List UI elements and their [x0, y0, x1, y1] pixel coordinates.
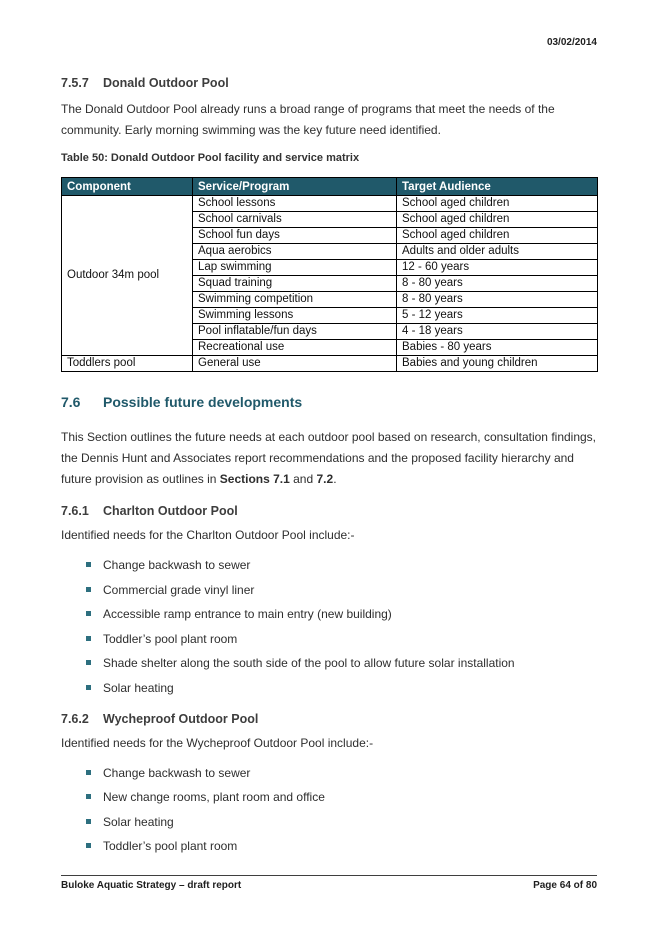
section-7-5-7-paragraph: The Donald Outdoor Pool already runs a broad range of programs that meet the needs of the community. Early morning swimming was the key future need identified.: [61, 102, 555, 137]
footer-page-number: Page 64 of 80: [533, 880, 597, 891]
service-cell: Squad training: [193, 276, 397, 292]
column-header-target-audience: Target Audience: [397, 178, 598, 196]
heading-title: Possible future developments: [103, 394, 303, 410]
audience-cell: 8 - 80 years: [397, 292, 598, 308]
service-cell: Pool inflatable/fun days: [193, 324, 397, 340]
list-item-text: Commercial grade vinyl liner: [103, 582, 255, 597]
audience-cell: Adults and older adults: [397, 244, 598, 260]
service-cell: School carnivals: [193, 212, 397, 228]
bold-reference-7-2: 7.2: [316, 472, 334, 486]
heading-7-5-7: [61, 76, 597, 90]
service-cell: General use: [193, 356, 397, 372]
audience-cell: School aged children: [397, 212, 598, 228]
square-bullet-icon: [86, 587, 91, 592]
square-bullet-icon: [86, 562, 91, 567]
list-item-text: Accessible ramp entrance to main entry (new building): [103, 607, 392, 621]
heading-title: Wycheproof Outdoor Pool: [103, 711, 259, 726]
heading-title: Donald Outdoor Pool: [103, 76, 229, 90]
component-cell-outdoor-pool: Outdoor 34m pool: [62, 196, 193, 356]
heading-number: 7.5.7: [61, 76, 89, 90]
column-header-component: Component: [62, 178, 193, 196]
service-cell: School lessons: [193, 196, 397, 212]
square-bullet-icon: [86, 794, 91, 799]
bold-reference-sections-7-1: Sections 7.1: [219, 472, 290, 486]
audience-cell: School aged children: [397, 228, 598, 244]
service-cell: Recreational use: [193, 340, 397, 356]
audience-cell: School aged children: [397, 196, 598, 212]
heading-7-6-1: [61, 504, 597, 518]
heading-number: 7.6.2: [61, 711, 89, 726]
list-item: [61, 582, 597, 598]
list-item: [61, 814, 597, 830]
service-cell: Lap swimming: [193, 260, 397, 276]
service-cell: Aqua aerobics: [193, 244, 397, 260]
footer-document-title: Buloke Aquatic Strategy – draft report: [61, 880, 242, 891]
list-item: [61, 680, 597, 696]
facility-service-matrix-table: [61, 177, 598, 372]
square-bullet-icon: [86, 636, 91, 641]
heading-7-6: [61, 394, 597, 410]
list-item-text: Solar heating: [103, 680, 174, 695]
paragraph-text: This Section outlines the future needs at each outdoor pool based on research, consultation findings, the Dennis Hunt and Associates report recommendations and the proposed facility hierarchy and future provision as outlines in: [61, 430, 597, 486]
table-50-caption: Table 50: Donald Outdoor Pool facility and service matrix: [61, 152, 360, 164]
audience-cell: 5 - 12 years: [397, 308, 598, 324]
service-cell: Swimming lessons: [193, 308, 397, 324]
list-item-text: New change rooms, plant room and office: [103, 790, 325, 804]
list-item-text: Shade shelter along the south side of the pool to allow future solar installation: [103, 656, 515, 670]
list-item: [61, 631, 597, 647]
charlton-needs-list: [61, 557, 597, 696]
square-bullet-icon: [86, 770, 91, 775]
wycheproof-needs-intro: Identified needs for the Wycheproof Outdoor Pool include:-: [61, 735, 374, 750]
page-content: [61, 0, 597, 870]
heading-7-6-2: [61, 712, 597, 726]
list-item: [61, 838, 597, 854]
list-item-text: Solar heating: [103, 814, 174, 829]
square-bullet-icon: [86, 685, 91, 690]
list-item: [61, 655, 597, 671]
audience-cell: 12 - 60 years: [397, 260, 598, 276]
heading-number: 7.6: [61, 394, 81, 410]
header-date: 03/02/2014: [546, 37, 597, 48]
square-bullet-icon: [86, 843, 91, 848]
list-item: [61, 789, 597, 805]
square-bullet-icon: [86, 660, 91, 665]
list-item: [61, 557, 597, 573]
list-item-text: Change backwash to sewer: [103, 765, 251, 780]
audience-cell: Babies - 80 years: [397, 340, 598, 356]
paragraph-text: and: [289, 472, 317, 486]
service-cell: School fun days: [193, 228, 397, 244]
heading-number: 7.6.1: [61, 504, 89, 518]
heading-title: Charlton Outdoor Pool: [103, 504, 238, 518]
list-item-text: Toddler’s pool plant room: [103, 631, 238, 646]
table-row: [62, 356, 598, 372]
square-bullet-icon: [86, 819, 91, 824]
table-header-row: [62, 178, 598, 196]
audience-cell: Babies and young children: [397, 356, 598, 372]
audience-cell: 8 - 80 years: [397, 276, 598, 292]
square-bullet-icon: [86, 611, 91, 616]
list-item-text: Toddler’s pool plant room: [103, 839, 238, 853]
charlton-needs-intro: Identified needs for the Charlton Outdoor Pool include:-: [61, 528, 355, 542]
wycheproof-needs-list: [61, 765, 597, 855]
paragraph-text: .: [333, 472, 337, 486]
list-item: [61, 606, 597, 622]
component-cell-toddlers-pool: Toddlers pool: [62, 356, 193, 372]
page-footer: [61, 875, 597, 891]
list-item-text: Change backwash to sewer: [103, 558, 251, 572]
section-7-6-paragraph: [61, 427, 597, 490]
column-header-service-program: Service/Program: [193, 178, 397, 196]
list-item: [61, 765, 597, 781]
service-cell: Swimming competition: [193, 292, 397, 308]
audience-cell: 4 - 18 years: [397, 324, 598, 340]
table-row: [62, 196, 598, 212]
